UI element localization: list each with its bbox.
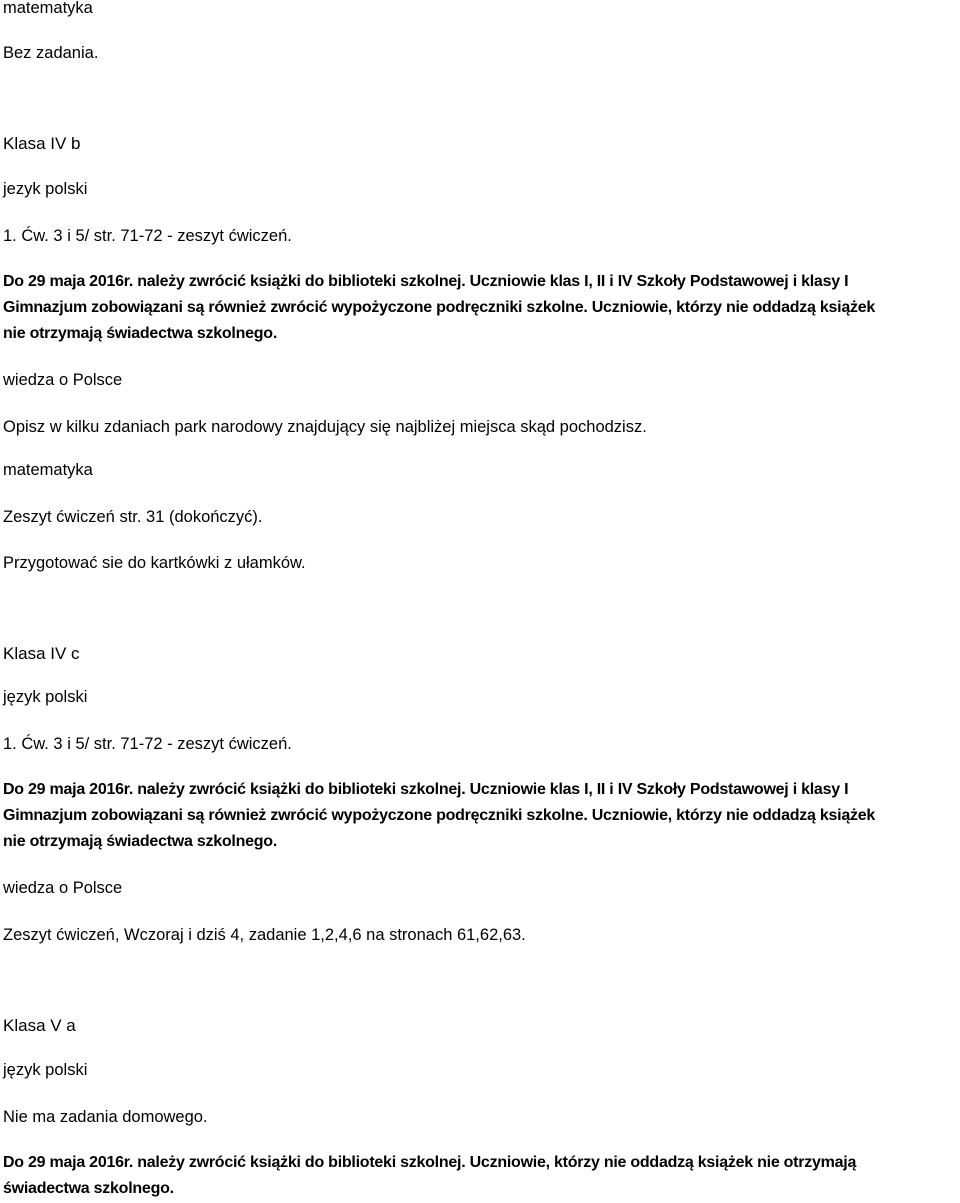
task-text: Opisz w kilku zdaniach park narodowy znajdujący się najbliżej miejsca skąd pochodzisz. [3,418,647,436]
notice-line: nie otrzymają świadectwa szkolnego. [3,833,278,850]
notice-line: Gimnazjum zobowiązani są również zwrócić wypożyczone podręczniki szkolne. Uczniowie, którzy nie oddadzą książek [3,299,876,316]
task-text: 1. Ćw. 3 i 5/ str. 71-72 - zeszyt ćwiczeń. [3,227,292,245]
class-title: Klasa IV c [3,644,80,663]
task-text: 1. Ćw. 3 i 5/ str. 71-72 - zeszyt ćwiczeń. [3,735,292,753]
subject-heading: wiedza o Polsce [3,879,123,897]
task-text: Przygotować sie do kartkówki z ułamków. [3,554,306,572]
task-text: Nie ma zadania domowego. [3,1108,208,1126]
notice-line: Do 29 maja 2016r. należy zwrócić książki do biblioteki szkolnej. Uczniowie klas I, II i IV Szkoły Podstawowej i klasy I [3,273,849,290]
notice-line: nie otrzymają świadectwa szkolnego. [3,325,278,342]
class-title: Klasa V a [3,1016,76,1035]
class-title: Klasa IV b [3,134,81,153]
subject-heading: matematyka [3,0,93,17]
subject-heading: wiedza o Polsce [3,371,123,389]
task-text: Bez zadania. [3,44,99,62]
task-text: Zeszyt ćwiczeń str. 31 (dokończyć). [3,508,263,526]
subject-heading: jezyk polski [3,180,88,198]
notice-line: Gimnazjum zobowiązani są również zwrócić wypożyczone podręczniki szkolne. Uczniowie, którzy nie oddadzą książek [3,807,876,824]
notice-line: Do 29 maja 2016r. należy zwrócić książki do biblioteki szkolnej. Uczniowie, którzy nie oddadzą książek nie otrzymają [3,1154,857,1171]
subject-heading: język polski [3,1061,88,1079]
subject-heading: matematyka [3,461,93,479]
subject-heading: język polski [3,688,88,706]
notice-line: świadectwa szkolnego. [3,1180,174,1197]
task-text: Zeszyt ćwiczeń, Wczoraj i dziś 4, zadanie 1,2,4,6 na stronach 61,62,63. [3,926,526,944]
notice-line: Do 29 maja 2016r. należy zwrócić książki do biblioteki szkolnej. Uczniowie klas I, II i IV Szkoły Podstawowej i klasy I [3,781,849,798]
